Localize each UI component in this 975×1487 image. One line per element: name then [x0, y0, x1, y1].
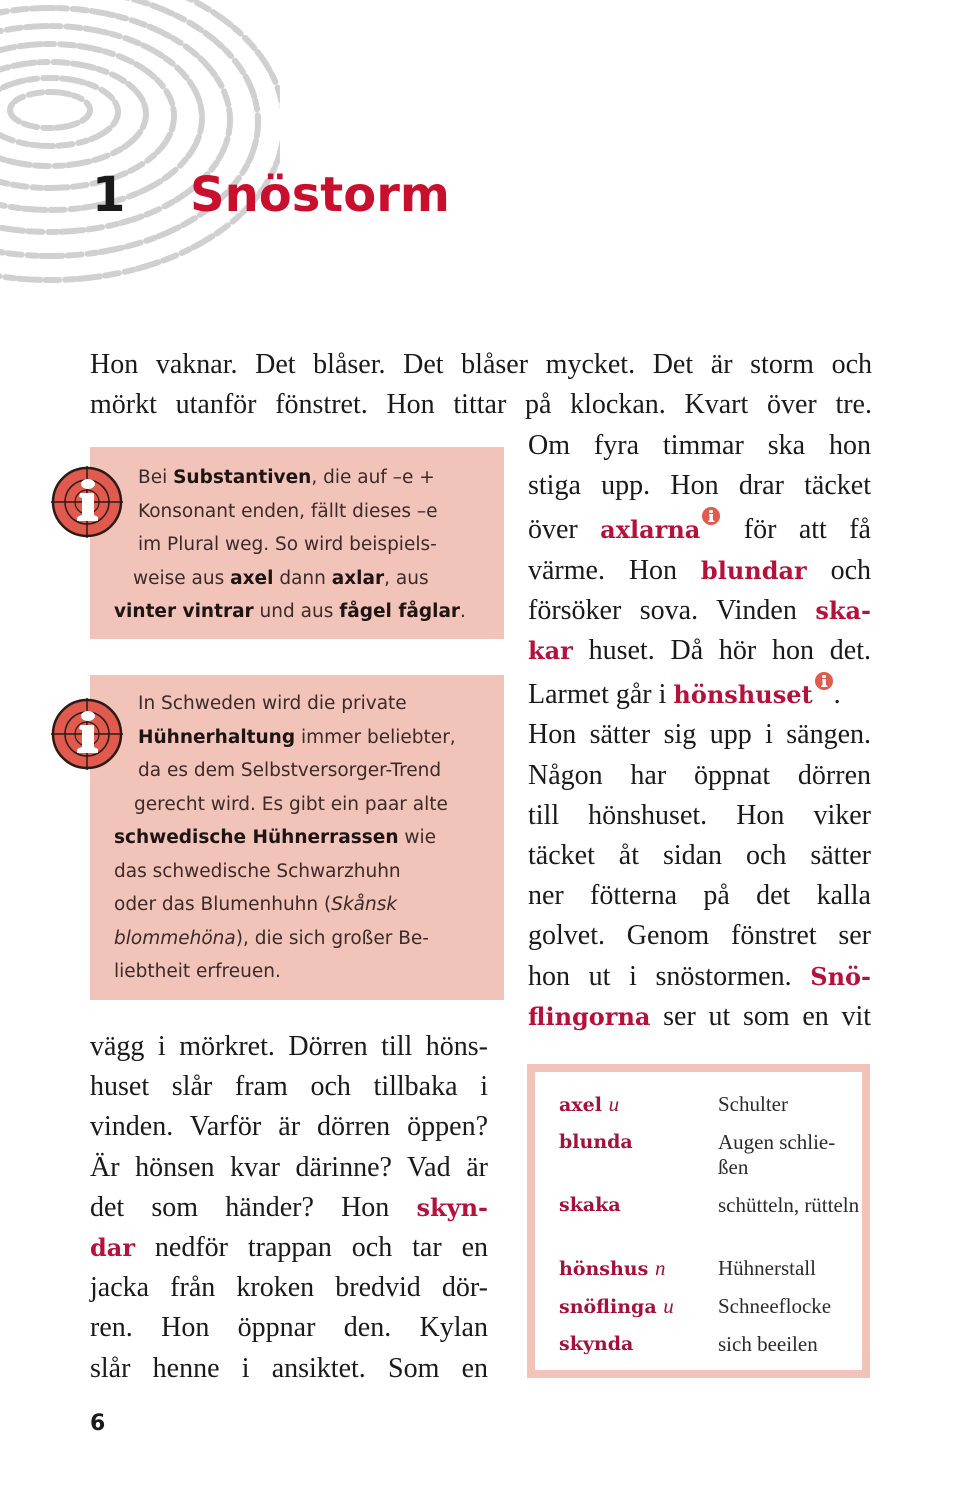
info-marker-icon: [701, 506, 721, 526]
text-span: .: [833, 679, 841, 711]
vocab-term: [559, 1332, 633, 1357]
text-span: för att få: [721, 514, 871, 546]
info-text-span: oder das Blumenhuhn (: [114, 894, 332, 915]
vocab-word: hönshus: [559, 1258, 649, 1280]
text-line: Någon har öppnat dörren: [528, 759, 871, 791]
text-span: ser ut som en vit: [650, 1000, 871, 1032]
info-text-line: In Schweden wird die private: [138, 693, 407, 714]
info-icon: [50, 697, 124, 771]
vocab-word: blunda: [559, 1131, 633, 1153]
info-text-line: im Plural weg. So wird beispiels-: [138, 534, 437, 555]
vocab-keyword: ska-: [815, 595, 871, 625]
page-number: 6: [90, 1411, 106, 1436]
info-marker-icon: [814, 671, 834, 691]
text-line: ner fötterna på det kalla: [528, 880, 871, 912]
vocab-keyword: flingorna: [528, 1001, 651, 1031]
text-line: Hon sätter sig upp i sängen.: [528, 719, 871, 751]
vocab-definition: Augen schlie-ßen: [718, 1130, 836, 1179]
info-text-span: und aus: [253, 601, 340, 622]
info-text-span: weise aus: [133, 567, 231, 589]
text-span: och: [806, 554, 871, 586]
vocab-word: snöflinga: [559, 1296, 657, 1318]
info-text-span: immer beliebter,: [295, 726, 456, 748]
vocab-keyword: dar: [90, 1233, 135, 1263]
info-text-span: wie: [398, 827, 437, 848]
vocabulary-box: [527, 1064, 870, 1378]
text-line: jacka från kroken bredvid dör-: [90, 1272, 488, 1304]
vocab-definition: Schneeflocke: [718, 1294, 832, 1318]
text-line: [528, 957, 871, 997]
vocab-term: [559, 1130, 633, 1155]
info-italic: Skånsk: [331, 894, 398, 915]
text-line: slår henne i ansiktet. Som en: [90, 1352, 488, 1384]
vocab-word: skaka: [559, 1194, 621, 1216]
vocab-keyword: axlarna: [600, 515, 701, 545]
text-line: [528, 591, 871, 631]
text-line: vinden. Varför är dörren öppen?: [90, 1111, 488, 1143]
chapter-number: 1: [92, 167, 126, 223]
info-box-substantive: [90, 447, 504, 639]
info-text-line: gerecht wird. Es gibt ein paar alte: [134, 793, 448, 815]
text-span: hon ut i snöstormen.: [528, 960, 811, 992]
info-bold: axel: [230, 567, 274, 589]
text-span: huset. Då hör hon det.: [572, 635, 871, 667]
info-text-span: .: [460, 601, 466, 622]
text-line: [90, 1188, 488, 1228]
fingerprint-decoration: [0, 0, 280, 300]
vocab-word: axel: [559, 1094, 602, 1116]
text-line: golvet. Genom fönstret ser: [528, 920, 871, 952]
text-line: [528, 506, 871, 550]
text-line: Om fyra timmar ska hon: [528, 430, 871, 461]
vocab-definition: schütteln, rütteln: [718, 1193, 860, 1217]
info-text-span: , die auf –e +: [311, 467, 435, 488]
vocab-keyword: Snö-: [810, 961, 871, 991]
vocab-word: skynda: [559, 1333, 634, 1355]
vocab-term: [559, 1294, 674, 1320]
info-bold: vinter vintrar: [114, 601, 254, 622]
info-text-line: liebtheit erfreuen.: [114, 961, 281, 982]
info-text-span: , aus: [384, 567, 429, 589]
text-line: [528, 631, 871, 671]
vocab-term: [559, 1092, 619, 1118]
text-span: värme. Hon: [528, 554, 701, 586]
vocab-definition: sich beeilen: [718, 1332, 818, 1356]
info-text-span: dann: [273, 567, 332, 589]
info-text: [114, 461, 466, 629]
text-line: ren. Hon öppnar den. Kylan: [90, 1312, 488, 1344]
info-bold: axlar: [331, 567, 385, 589]
text-span: försöker sova. Vinden: [528, 594, 816, 626]
vocab-term: [559, 1193, 621, 1218]
text-line: [528, 997, 871, 1037]
vocab-gender: n: [654, 1256, 666, 1280]
vocab-gender: u: [663, 1294, 674, 1318]
text-line: stiga upp. Hon drar täcket: [528, 470, 871, 502]
vocab-definition: Hühnerstall: [718, 1256, 816, 1280]
vocab-term: [559, 1256, 665, 1282]
info-text-line: Konsonant enden, fällt dieses –e: [138, 500, 438, 522]
text-line: [528, 551, 871, 591]
text-line: vägg i mörkret. Dörren till höns-: [90, 1031, 488, 1062]
text-span: över: [528, 514, 601, 546]
info-italic: blommehöna: [114, 927, 236, 949]
vocab-gender: u: [608, 1092, 620, 1116]
chapter-title: Snöstorm: [190, 167, 450, 223]
text-span: det som händer? Hon: [90, 1191, 417, 1223]
info-text: [114, 687, 456, 989]
chapter-heading: [92, 165, 450, 225]
info-text-span: Bei: [138, 467, 174, 488]
paragraph-left-column: [90, 1027, 488, 1389]
info-box-huhnerhaltung: [90, 675, 504, 1000]
vocab-keyword: blundar: [700, 555, 807, 585]
paragraph-right-column: [528, 426, 871, 1037]
info-text-span: ), die sich großer Be-: [235, 927, 429, 949]
text-span: Larmet går i: [528, 679, 674, 711]
info-text-line: das schwedische Schwarzhuhn: [114, 860, 401, 882]
text-line: täcket åt sidan och sätter: [528, 840, 871, 872]
vocab-keyword: hönshuset: [673, 680, 813, 710]
info-icon: [50, 465, 124, 539]
info-text-line: da es dem Selbstversorger-Trend: [138, 760, 442, 781]
text-line: [528, 671, 871, 715]
text-line: Hon vaknar. Det blåser. Det blåser mycket. Det är storm och: [90, 349, 872, 380]
text-line: mörkt utanför fönstret. Hon tittar på klockan. Kvart över tre.: [90, 389, 872, 421]
text-line: Är hönsen kvar därinne? Vad är: [90, 1151, 488, 1183]
info-bold: Substantiven: [173, 467, 312, 488]
text-span: nedför trappan och tar en: [134, 1232, 488, 1264]
info-bold: schwedische Hühnerrassen: [114, 827, 399, 848]
vocab-definition: Schulter: [718, 1092, 788, 1116]
info-bold: Hühnerhaltung: [138, 726, 296, 748]
info-bold: fågel fåglar: [339, 601, 461, 622]
text-line: huset slår fram och tillbaka i: [90, 1071, 488, 1103]
vocab-keyword: kar: [528, 636, 573, 666]
paragraph-intro: [90, 345, 872, 425]
text-line: till hönshuset. Hon viker: [528, 799, 871, 831]
text-line: [90, 1228, 488, 1268]
vocab-keyword: skyn-: [416, 1192, 488, 1222]
